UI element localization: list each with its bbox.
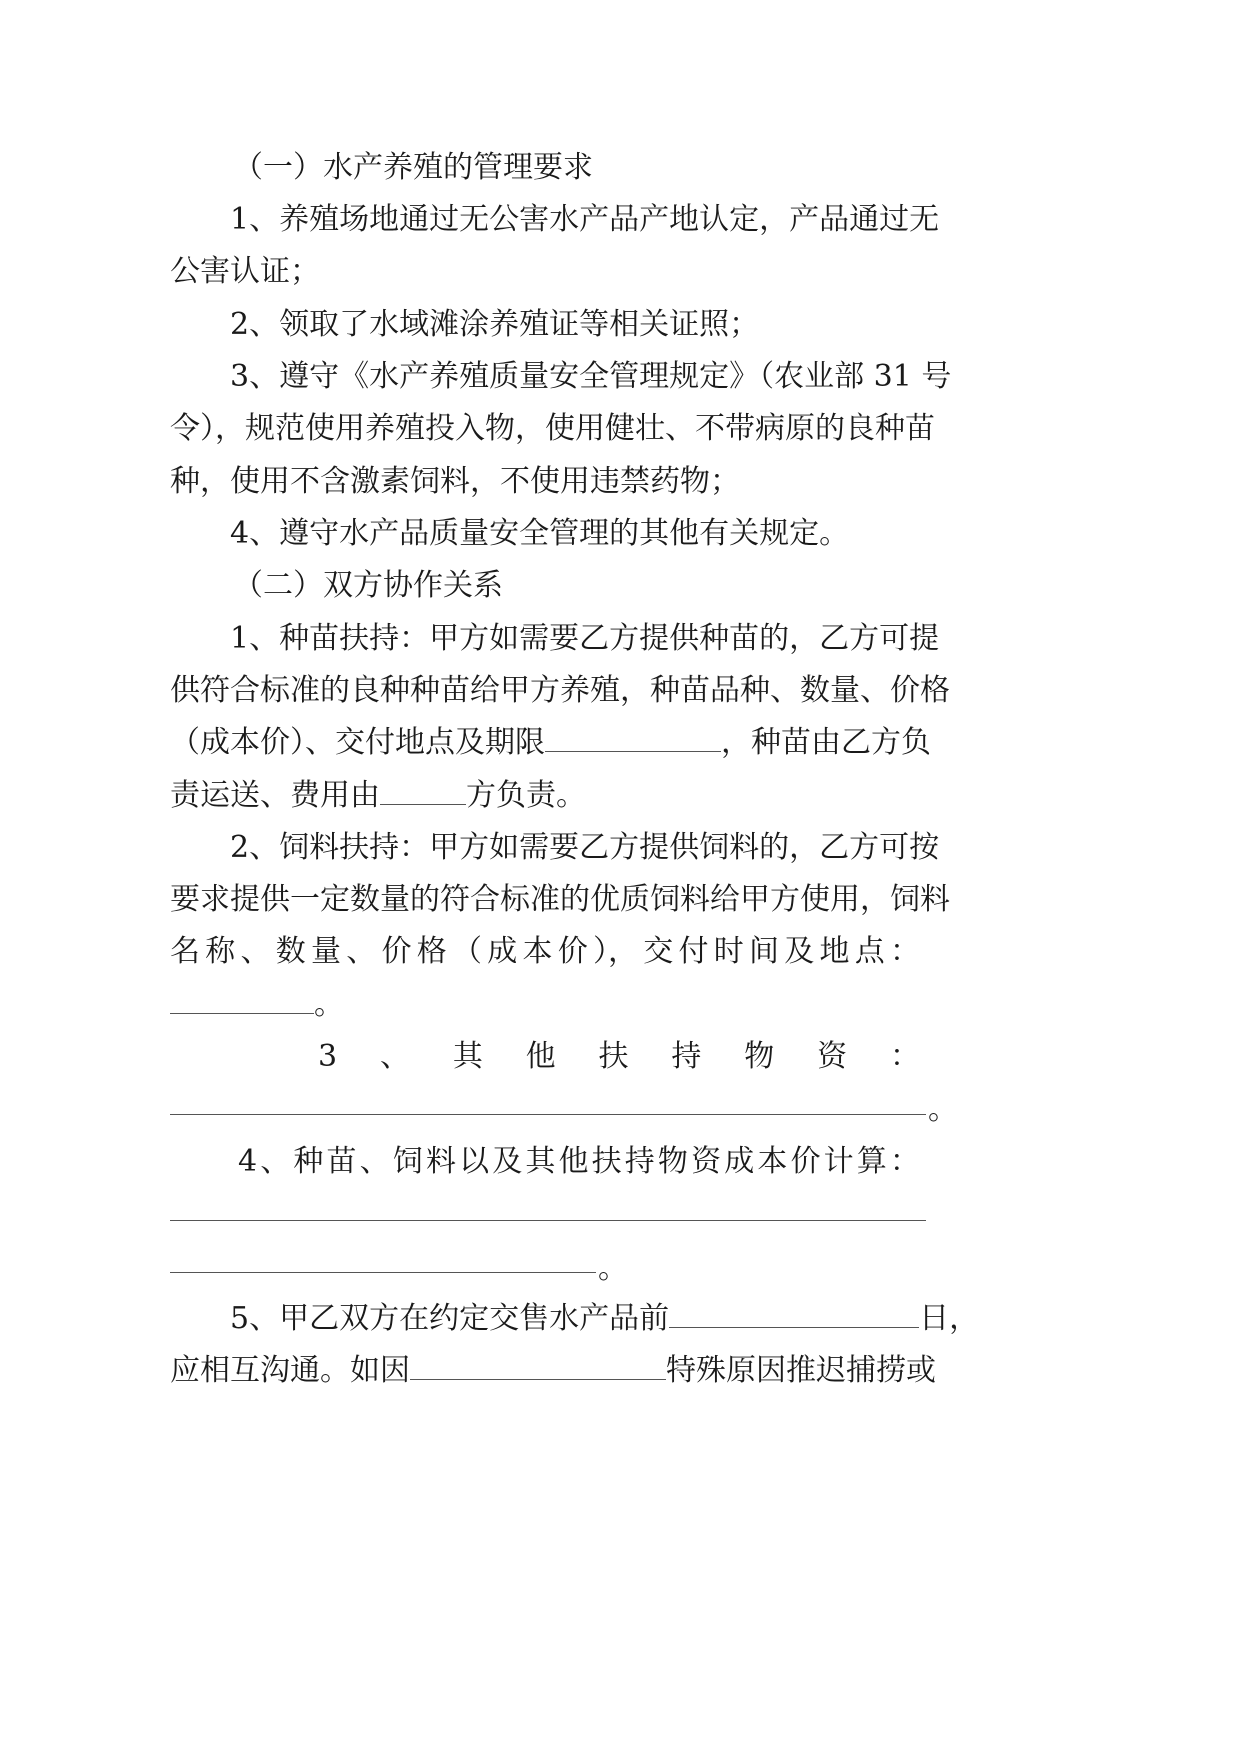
coop4-line-char: 计	[823, 1144, 854, 1179]
coop4-line-char: 其	[525, 1144, 556, 1179]
coop1-line3-text-a: （成本价）、交付地点及期限	[170, 725, 545, 760]
coop2-line3-char: ），	[593, 934, 638, 969]
coop5-line2-text-b: 特殊原因推迟捕捞或	[666, 1353, 936, 1388]
coop4-line-char: 及	[492, 1144, 523, 1179]
coop2-line3-char: 地	[819, 934, 850, 969]
item2: 2、领取了水域滩涂养殖证等相关证照；	[230, 307, 760, 342]
coop2-line3	[170, 932, 920, 972]
coop4-line-char: 物	[657, 1144, 688, 1179]
coop3-line-char: 他	[525, 1039, 556, 1074]
coop4-line-char: 持	[624, 1144, 655, 1179]
coop2-line3-char: （	[452, 934, 482, 969]
coop4-line-char: 料	[425, 1144, 456, 1179]
coop1-line3-text-b: ，种苗由乙方负	[721, 725, 931, 760]
period-blank[interactable]	[545, 723, 721, 752]
coop4-line-char: 价	[790, 1144, 821, 1179]
item3-line3: 种，使用不含激素饲料，不使用违禁药物；	[170, 464, 740, 499]
coop4-line-char: 以	[459, 1144, 490, 1179]
coop1-line1: 1、种苗扶持：甲方如需要乙方提供种苗的，乙方可提	[230, 621, 940, 656]
coop4-line-char: 4	[238, 1144, 258, 1179]
coop2-line2: 要求提供一定数量的符合标准的优质饲料给甲方使用，饲料	[170, 882, 950, 917]
coop4-line-char: 、	[260, 1144, 291, 1179]
coop2-line3-char: 称	[205, 934, 236, 969]
coop2-line3-char: 付	[678, 934, 709, 969]
coop5-line1-text-b: 日，	[919, 1301, 980, 1336]
other-materials-blank[interactable]	[170, 1114, 926, 1115]
coop2-line4-end: 。	[314, 987, 344, 1022]
coop2-line3-char: 、	[240, 934, 271, 969]
coop5-line1	[230, 1299, 979, 1339]
section1-heading: （一）水产养殖的管理要求	[233, 150, 593, 185]
coop2-line3-char: 数	[275, 934, 306, 969]
cost-calc-blank-1[interactable]	[170, 1220, 926, 1221]
coop2-line3-char: 格	[416, 934, 447, 969]
coop4-line-char: 饲	[392, 1144, 423, 1179]
coop4-line-char: 扶	[591, 1144, 622, 1179]
coop2-line3-char: 时	[713, 934, 744, 969]
coop2-line3-char: ：	[890, 934, 920, 969]
coop3-end: 。	[928, 1092, 958, 1127]
item3-line1: 3、遵守《水产养殖质量安全管理规定》（农业部 31 号	[230, 359, 952, 394]
coop2-line3-char: 交	[643, 934, 674, 969]
item1-line2: 公害认证；	[170, 254, 320, 289]
coop3-line-char: 3	[318, 1039, 338, 1074]
days-before-blank[interactable]	[669, 1299, 919, 1328]
coop5-line2-text-a: 应相互沟通。如因	[170, 1353, 410, 1388]
coop4-line-char: 苗	[326, 1144, 357, 1179]
coop1-line2: 供符合标准的良种种苗给甲方养殖，种苗品种、数量、价格	[170, 673, 950, 708]
coop4-line-char: 资	[691, 1144, 722, 1179]
coop2-line3-char: 名	[170, 934, 200, 969]
cost-calc-blank-2[interactable]	[170, 1272, 596, 1273]
delivery-time-place-blank[interactable]	[170, 985, 314, 1014]
item4: 4、遵守水产品质量安全管理的其他有关规定。	[230, 516, 850, 551]
coop2-line3-char: 本	[522, 934, 553, 969]
coop3-line-char: ：	[889, 1039, 920, 1074]
coop1-line3	[170, 723, 931, 763]
item3-line2: 令），规范使用养殖投入物，使用健壮、不带病原的良种苗	[170, 411, 935, 446]
coop4-line-char: 、	[359, 1144, 390, 1179]
coop4-line-char: 他	[558, 1144, 589, 1179]
coop2-line3-char: 量	[311, 934, 341, 969]
coop2-line3-char: 、	[346, 934, 377, 969]
coop3-line-char: 其	[452, 1039, 483, 1074]
coop4-line	[238, 1142, 920, 1182]
coop3-line	[318, 1037, 920, 1077]
special-reason-blank[interactable]	[410, 1351, 666, 1380]
coop3-line-char: 扶	[598, 1039, 629, 1074]
coop5-line2	[170, 1351, 936, 1391]
coop3-line-char: 、	[379, 1039, 410, 1074]
coop4-line-char: 本	[757, 1144, 788, 1179]
coop4-line-char: 种	[293, 1144, 324, 1179]
coop4-line-char: 成	[724, 1144, 755, 1179]
coop2-line3-char: 及	[784, 934, 815, 969]
coop5-line1-text-a: 5、甲乙双方在约定交售水产品前	[230, 1301, 670, 1336]
coop2-line4	[170, 985, 344, 1025]
item1-line1: 1、养殖场地通过无公害水产品产地认定，产品通过无	[230, 202, 940, 237]
coop2-line3-char: 成	[487, 934, 518, 969]
coop3-line-char: 物	[744, 1039, 775, 1074]
coop2-line1: 2、饲料扶持：甲方如需要乙方提供饲料的，乙方可按	[230, 830, 940, 865]
section2-heading: （二）双方协作关系	[233, 568, 503, 603]
coop4-line-char: 算	[856, 1144, 887, 1179]
coop1-line4-text-b: 方负责。	[466, 778, 586, 813]
coop2-line3-char: 价	[557, 934, 588, 969]
coop2-line3-char: 价	[381, 934, 412, 969]
coop2-line3-char: 点	[854, 934, 885, 969]
coop2-line3-char: 间	[749, 934, 779, 969]
coop3-line-char: 持	[671, 1039, 702, 1074]
fee-party-blank[interactable]	[380, 776, 466, 805]
coop3-line-char: 资	[817, 1039, 848, 1074]
coop4-line-char: ：	[889, 1144, 920, 1179]
coop4-end: 。	[598, 1251, 628, 1286]
coop1-line4-text-a: 责运送、费用由	[170, 778, 380, 813]
coop1-line4	[170, 776, 586, 816]
